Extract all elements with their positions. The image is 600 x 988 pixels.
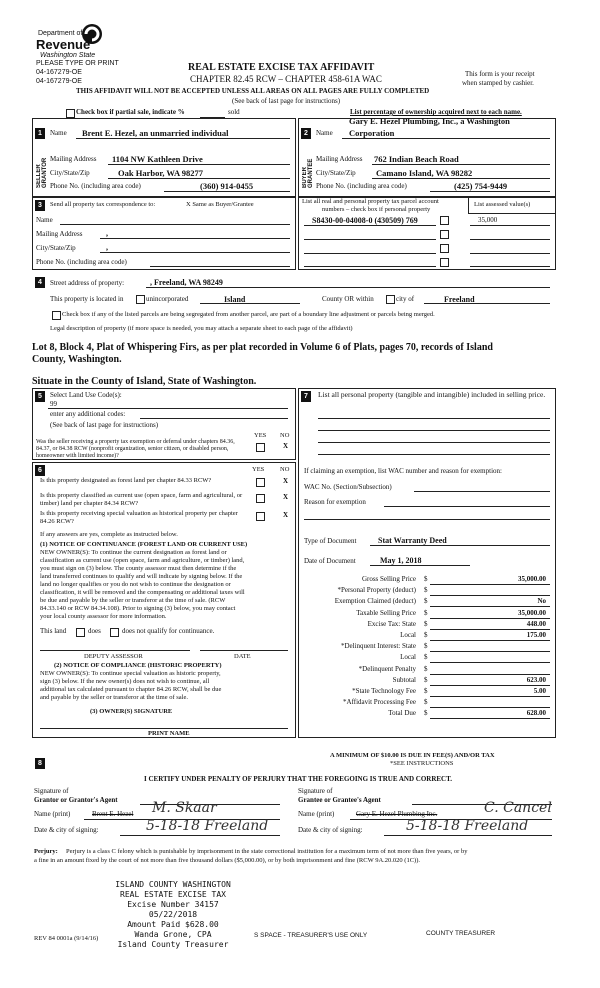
- perjury-text1: Perjury is a class C felony which is punishable by imprisonment in the state correctional institution for a maximum term of not more than five years, or by: [66, 848, 468, 855]
- stamp-line4: 05/22/2018: [148, 910, 198, 919]
- parcel-personal-checkbox-4[interactable]: [440, 258, 449, 267]
- grantee-date-city-label: Date & city of signing:: [298, 826, 363, 834]
- dept-line2: Revenue: [36, 37, 91, 52]
- seller-mail-label: Mailing Address: [50, 155, 97, 163]
- city-name[interactable]: Freeland: [444, 295, 475, 304]
- tax-row-label: Taxable Selling Price: [356, 608, 416, 617]
- does-not-checkbox[interactable]: [110, 628, 119, 637]
- tax-row-underline: [430, 685, 550, 686]
- notice1-l7: be due and payable by the seller or transferor at the time of sale. (RCW: [40, 597, 226, 604]
- grantee-printed-name[interactable]: Gary E. Hezel Plumbing Inc.: [356, 810, 438, 818]
- s6-no: NO: [280, 466, 290, 473]
- legal-label: Legal description of property (if more space is needed, you may attach a separate sheet to each page of the affidavit): [50, 325, 353, 332]
- parcel-header2: numbers – check box if personal property: [322, 206, 431, 213]
- buyer-city-label: City/State/Zip: [316, 169, 356, 177]
- perjury-title: Perjury:: [34, 848, 58, 855]
- notice2-l2: sign (3) below. If the new owner(s) does not wish to continue, all: [40, 678, 210, 685]
- section-6-number: 6: [35, 465, 45, 476]
- assessed-value[interactable]: 35,000: [478, 216, 498, 224]
- tax-row-value[interactable]: 175.00: [526, 631, 546, 639]
- grantee-sig-label2: Grantee or Grantee's Agent: [298, 796, 381, 804]
- doc-type-label: Type of Document: [304, 537, 357, 545]
- tax-row-underline: [430, 584, 550, 585]
- tax-row-currency: $: [424, 586, 428, 595]
- parcel-number[interactable]: S8430-00-04008-0 (430509) 769: [312, 216, 418, 225]
- grantor-sig-label1: Signature of: [34, 787, 69, 795]
- tax-row-currency: $: [424, 687, 428, 695]
- partial-sale-label: Check box if partial sale, indicate %: [76, 108, 185, 116]
- situate[interactable]: Situate in the County of Island, State of Washington.: [32, 376, 257, 387]
- notice1-l1: NEW OWNER(S): To continue the current designation as forest land or: [40, 549, 227, 556]
- buyer-phone[interactable]: (425) 754-9449: [454, 181, 508, 191]
- grantor-sig-label2: Grantor or Grantor's Agent: [34, 796, 118, 804]
- tax-row-value[interactable]: 623.00: [526, 675, 546, 684]
- exemption-question: Was the seller receiving a property tax exemption or deferral under chapters 84.36, 84.37, or 84.38 RCW (nonprofit organization, senior citizen, or disabled person, homeowner with limited income)?: [36, 439, 235, 459]
- warning-text: THIS AFFIDAVIT WILL NOT BE ACCEPTED UNLESS ALL AREAS ON ALL PAGES ARE FULLY COMPLETED: [76, 87, 430, 95]
- located-label: This property is located in: [50, 295, 124, 303]
- tax-row-underline: [430, 640, 550, 641]
- partial-sale-checkbox[interactable]: [66, 109, 75, 118]
- s5-see-back: (See back of last page for instructions): [50, 421, 159, 429]
- tax-row-currency: $: [424, 608, 428, 617]
- section-7-number: 7: [301, 391, 311, 402]
- form-no-a: 04-167279-OE: [36, 69, 82, 76]
- forest-no-x[interactable]: X: [283, 477, 289, 485]
- same-as: X Same as Buyer/Grantee: [186, 201, 254, 208]
- list-pct: List percentage of ownership acquired next to each name.: [350, 108, 522, 116]
- buyer-name-2[interactable]: Corporation: [349, 128, 395, 138]
- tax-row-underline: [430, 718, 550, 719]
- notice1-l8: 84.33.140 or RCW 84.34.108). Prior to signing (3) below, you may contact: [40, 605, 236, 612]
- claim-exemption-label: If claiming an exemption, list WAC number and reason for exemption:: [304, 467, 502, 475]
- tax-row-label: *State Technology Fee: [352, 687, 416, 695]
- s3-name-label: Name: [36, 216, 53, 224]
- legal-desc-1[interactable]: Lot 8, Block 4, Plat of Whispering Firs, as per plat recorded in Volume 6 of Plats, pages 70, records of Island: [32, 342, 493, 353]
- tax-row-value[interactable]: 628.00: [526, 709, 546, 718]
- form-subtitle: CHAPTER 82.45 RCW – CHAPTER 458-61A WAC: [190, 74, 382, 84]
- buyer-name-1[interactable]: Gary E. Hezel Plumbing, Inc., a Washington: [349, 116, 510, 126]
- tax-row-currency: $: [424, 675, 428, 684]
- stamp-line7: Island County Treasurer: [117, 940, 229, 949]
- tax-row-underline: [430, 674, 550, 675]
- wac-label: WAC No. (Section/Subsection): [304, 483, 392, 491]
- buyer-city[interactable]: Camano Island, WA 98282: [376, 168, 473, 178]
- seller-side-label: SELLER GRANTOR: [36, 157, 48, 188]
- tax-row-label: Exemption Claimed (deduct): [334, 597, 416, 606]
- section-2-number: 2: [301, 128, 311, 139]
- notice1-l5: land no longer qualifies or you do not wish to continue the designation or: [40, 581, 231, 588]
- notice1-l3: you must sign on (3) below. The county assessor must then determine if the: [40, 565, 237, 572]
- tax-row-currency: $: [424, 709, 428, 718]
- section-3-number: 3: [35, 200, 45, 211]
- historic-yes-checkbox[interactable]: [256, 512, 265, 521]
- segregated-checkbox[interactable]: [52, 311, 61, 320]
- buyer-phone-label: Phone No. (including area code): [316, 182, 407, 190]
- parcel-personal-checkbox-1[interactable]: [440, 216, 449, 225]
- current-use-yes-checkbox[interactable]: [256, 494, 265, 503]
- tax-row-currency: $: [424, 575, 428, 583]
- grantor-name-print-label: Name (print): [34, 810, 71, 818]
- additional-codes: enter any additional codes:: [50, 410, 126, 418]
- section-4-number: 4: [35, 277, 45, 288]
- see-instructions: *SEE INSTRUCTIONS: [390, 760, 454, 767]
- perjury-text2: a fine in an amount fixed by the court of not more than five thousand dollars ($5,000.00), or by both imprisonment and fine (RCW 9A.20.020 (1C)).: [34, 857, 421, 864]
- does-label: does: [88, 627, 101, 635]
- tax-row-value[interactable]: No: [537, 597, 546, 606]
- q-historic: Is this property receiving special valuation as historical property per chapter 84.26 RCW?: [40, 510, 238, 525]
- tax-row-label: *Personal Property (deduct): [337, 586, 416, 595]
- s6-yes: YES: [252, 466, 265, 473]
- tax-row-label: *Delinquent Interest: State: [340, 642, 416, 651]
- s3-phone-label: Phone No. (including area code): [36, 258, 127, 266]
- doc-date[interactable]: May 1, 2018: [380, 556, 422, 565]
- reason-label: Reason for exemption: [304, 498, 366, 506]
- seller-phone-label: Phone No. (including area code): [50, 182, 141, 190]
- buyer-mail-label: Mailing Address: [316, 155, 363, 163]
- please-type: PLEASE TYPE OR PRINT: [36, 60, 119, 67]
- segregated-label: Check box if any of the listed parcels are being segregated from another parcel, are part of a boundary line adjustment or parcels being merged.: [62, 311, 435, 318]
- q-forest: Is this property designated as forest land per chapter 84.33 RCW?: [40, 477, 212, 484]
- grantor-printed-name[interactable]: Brent E. Hezel: [92, 810, 134, 818]
- tax-row-currency: $: [424, 664, 428, 673]
- buyer-mail[interactable]: 762 Indian Beach Road: [374, 154, 459, 164]
- minimum-fee: A MINIMUM OF $10.00 IS DUE IN FEE(S) AND/OR TAX: [330, 752, 495, 759]
- print-name-label: PRINT NAME: [148, 730, 190, 737]
- seller-mail[interactable]: 1104 NW Kathleen Drive: [112, 154, 203, 164]
- tax-row-underline: [430, 696, 550, 697]
- current-use-no-x[interactable]: X: [283, 493, 289, 501]
- deputy-date: DATE: [234, 653, 251, 660]
- county-treasurer: COUNTY TREASURER: [426, 930, 496, 937]
- tax-row-underline: [430, 662, 550, 663]
- county-label: County OR within: [322, 295, 374, 303]
- historic-no-x[interactable]: X: [283, 511, 289, 519]
- tax-row-label: *Delinquent Penalty: [358, 664, 416, 673]
- stamp-line3: Excise Number 34157: [127, 900, 219, 909]
- s5-yes: YES: [254, 432, 267, 439]
- tax-row-label: Excise Tax: State: [367, 619, 416, 628]
- exemption-yes-checkbox[interactable]: [256, 443, 265, 452]
- receipt-note1: This form is your receipt: [465, 70, 535, 78]
- stamp-line5: Amount Paid $628.00: [127, 920, 219, 929]
- dept-line1: Department of: [38, 30, 83, 37]
- notice2-title: (2) NOTICE OF COMPLIANCE (HISTORIC PROPERTY): [54, 662, 222, 669]
- grantor-date-city-label: Date & city of signing:: [34, 826, 99, 834]
- buyer-name-label: Name: [316, 129, 333, 137]
- dept-line3: Washington State: [40, 52, 96, 59]
- stamp-line2: REAL ESTATE EXCISE TAX: [120, 890, 226, 899]
- notice1-title: (1) NOTICE OF CONTINUANCE (FOREST LAND OR CURRENT USE): [40, 541, 248, 548]
- city-of-checkbox[interactable]: [386, 295, 395, 304]
- q-current-use: Is this property classified as current use (open space, farm and agricultural, or timber) land per chapter 84.34 RCW?: [40, 492, 243, 507]
- does-checkbox[interactable]: [76, 628, 85, 637]
- form-no-b: 04-167279-OE: [36, 78, 82, 85]
- seller-name[interactable]: Brent E. Hezel, an unmarried individual: [82, 128, 229, 138]
- notice2-l3: additional tax calculated pursuant to chapter 84.26 RCW, shall be due: [40, 686, 222, 693]
- land-use-label: Select Land Use Code(s):: [50, 391, 122, 399]
- tax-row-value[interactable]: 35,000.00: [518, 608, 546, 617]
- rev-number: REV 84 0001a (9/14/16): [34, 935, 99, 942]
- tax-row-underline: [430, 707, 550, 708]
- s3-mail-label: Mailing Address: [36, 230, 83, 238]
- receipt-note2: when stamped by cashier.: [462, 79, 534, 87]
- tax-row-label: *Affidavit Processing Fee: [343, 698, 416, 707]
- s3-city[interactable]: ,: [106, 243, 108, 252]
- does-not-label: does not qualify for continuance.: [122, 627, 215, 635]
- grantor-signature[interactable]: M. Skaar: [152, 800, 217, 816]
- certify-text: I CERTIFY UNDER PENALTY OF PERJURY THAT THE FOREGOING IS TRUE AND CORRECT.: [144, 775, 453, 783]
- seller-city[interactable]: Oak Harbor, WA 98277: [118, 168, 204, 178]
- form-title: REAL ESTATE EXCISE TAX AFFIDAVIT: [188, 62, 375, 73]
- exemption-no-x[interactable]: X: [283, 442, 289, 450]
- unincorporated-label: unincorporated: [146, 295, 189, 303]
- treasurer-stamp: [98, 880, 248, 950]
- tax-row-currency: $: [424, 631, 428, 639]
- grantee-sig-label1: Signature of: [298, 787, 333, 795]
- tax-row-label: Local: [400, 653, 416, 662]
- grantee-date-city[interactable]: 5-18-18 Freeland: [406, 818, 529, 834]
- this-land: This land: [40, 627, 67, 635]
- tax-row-label: Subtotal: [392, 675, 416, 684]
- tax-row-underline: [430, 606, 550, 607]
- tax-row-underline: [430, 618, 550, 619]
- section-5-number: 5: [35, 391, 45, 402]
- parcel-personal-checkbox-2[interactable]: [440, 230, 449, 239]
- street-address[interactable]: , Freeland, WA 98249: [150, 278, 223, 287]
- unincorporated-checkbox[interactable]: [136, 295, 145, 304]
- tax-row-value[interactable]: 448.00: [526, 619, 546, 628]
- section-1-number: 1: [35, 128, 45, 139]
- tax-row-label: Total Due: [388, 709, 416, 718]
- forest-yes-checkbox[interactable]: [256, 478, 265, 487]
- s3-city-label: City/State/Zip: [36, 244, 76, 252]
- tax-row-currency: $: [424, 698, 428, 707]
- grantor-date-city[interactable]: 5-18-18 Freeland: [146, 818, 269, 834]
- s5-no: NO: [280, 432, 290, 439]
- doc-date-label: Date of Document: [304, 557, 356, 565]
- stamp-line6: Wanda Grone, CPA: [134, 930, 212, 939]
- parcel-header1: List all real and personal property tax parcel account: [302, 198, 439, 205]
- personal-property-label: List all personal property (tangible and intangible) included in selling price.: [318, 390, 546, 399]
- seller-phone[interactable]: (360) 914-0455: [200, 181, 254, 191]
- tax-row-currency: $: [424, 653, 428, 662]
- grantee-signature[interactable]: C. Cancel: [484, 800, 552, 816]
- treasurer-use: S SPACE - TREASURER'S USE ONLY: [254, 932, 368, 939]
- tax-row-label: Gross Selling Price: [361, 575, 416, 583]
- notice1-l9: your local county assessor for more information.: [40, 613, 167, 620]
- tax-row-underline: [430, 629, 550, 630]
- county-name[interactable]: Island: [224, 295, 246, 304]
- grantee-name-print-label: Name (print): [298, 810, 335, 818]
- tax-row-underline: [430, 651, 550, 652]
- owner-signature-label: (3) OWNER(S) SIGNATURE: [90, 708, 173, 715]
- deputy-assessor: DEPUTY ASSESSOR: [84, 653, 143, 660]
- section-8-number: 8: [35, 758, 45, 769]
- seller-city-label: City/State/Zip: [50, 169, 90, 177]
- tax-row-value[interactable]: 35,000.00: [518, 575, 546, 583]
- notice1-l6: classification, it will be removed and the compensating or additional taxes will: [40, 589, 245, 596]
- legal-desc-2[interactable]: County, Washington.: [32, 354, 122, 365]
- seller-name-label: Name: [50, 129, 67, 137]
- notice1-l4: land transferred continues to qualify and will indicate by signing below. If the: [40, 573, 243, 580]
- street-label: Street address of property:: [50, 279, 125, 287]
- buyer-side-label: BUYER GRANTEE: [302, 158, 314, 188]
- doc-type[interactable]: Stat Warranty Deed: [378, 536, 447, 545]
- notice2-l4: and payable by the seller or transferor at the time of sale.: [40, 694, 188, 701]
- parcel-personal-checkbox-3[interactable]: [440, 244, 449, 253]
- notice1-l2: classification as current use (open space, farm and agriculture, or timber) land,: [40, 557, 245, 564]
- partial-sold: sold: [228, 108, 240, 116]
- tax-row-currency: $: [424, 597, 428, 606]
- notice2-l1: NEW OWNER(S): To continue special valuation as historic property,: [40, 670, 221, 677]
- s3-mail[interactable]: ,: [106, 229, 108, 238]
- tax-row-underline: [430, 595, 550, 596]
- tax-row-currency: $: [424, 642, 428, 651]
- land-use-code[interactable]: 99: [50, 400, 57, 408]
- assessed-header: List assessed value(s): [474, 201, 531, 208]
- city-of-label: city of: [396, 295, 415, 303]
- tax-row-label: Local: [400, 631, 416, 639]
- if-yes: If any answers are yes, complete as instructed below.: [40, 531, 178, 538]
- tax-row-value[interactable]: 5.00: [533, 687, 546, 695]
- tax-row-currency: $: [424, 619, 428, 628]
- send-label: Send all property tax correspondence to:: [50, 201, 156, 208]
- see-back: (See back of last page for instructions): [232, 97, 341, 105]
- stamp-line1: ISLAND COUNTY WASHINGTON: [115, 880, 231, 889]
